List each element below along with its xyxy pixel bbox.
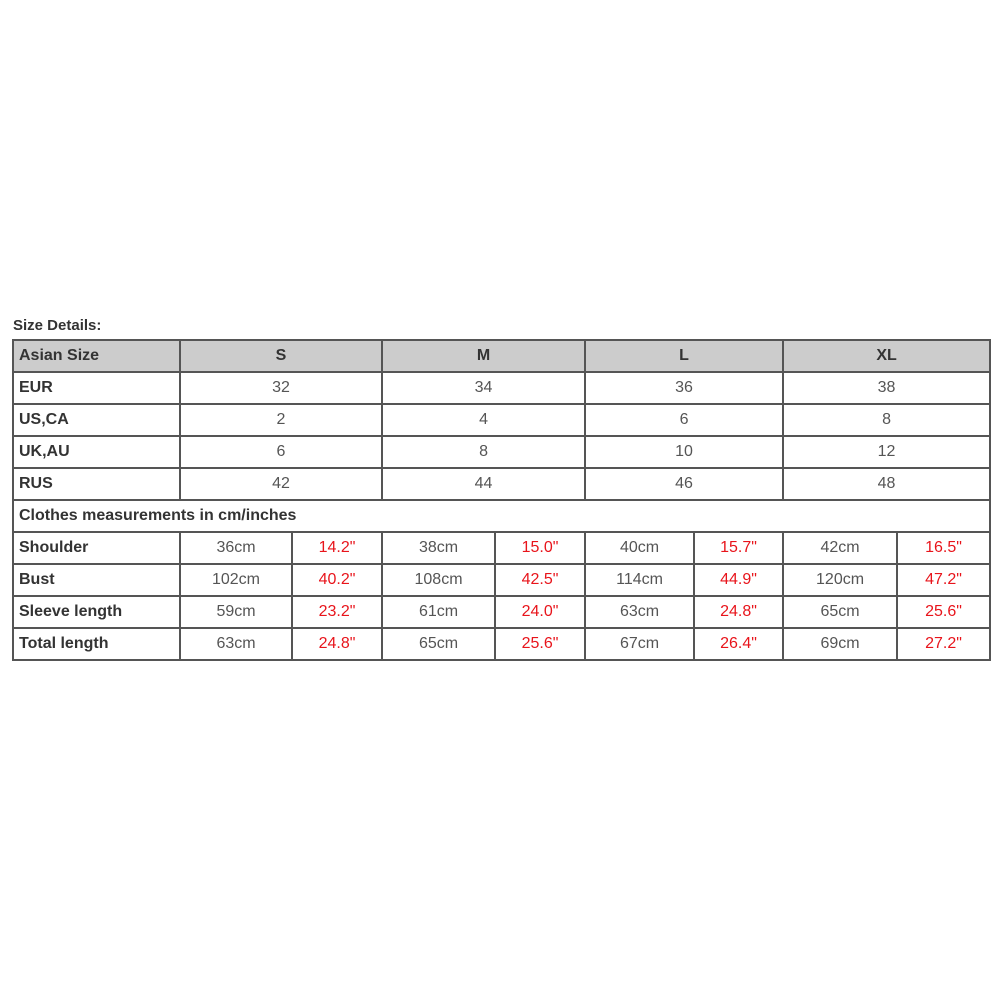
table-cell: 38 — [783, 372, 990, 404]
conversion-row-eur — [13, 372, 990, 404]
inch-cell: 44.9" — [694, 564, 783, 596]
inch-cell: 27.2" — [897, 628, 990, 660]
row-label: Sleeve length — [13, 596, 180, 628]
inch-cell: 16.5" — [897, 532, 990, 564]
inch-cell: 26.4" — [694, 628, 783, 660]
inch-cell: 15.0" — [495, 532, 585, 564]
cm-cell: 38cm — [382, 532, 495, 564]
size-l-header: L — [585, 340, 783, 372]
measurements-header-row — [13, 500, 990, 532]
row-label: Total length — [13, 628, 180, 660]
measurement-row-total-length — [13, 628, 990, 660]
inch-cell: 15.7" — [694, 532, 783, 564]
table-cell: 10 — [585, 436, 783, 468]
conversion-row-us-ca — [13, 404, 990, 436]
cm-cell: 42cm — [783, 532, 897, 564]
table-cell: 2 — [180, 404, 382, 436]
table-cell: 46 — [585, 468, 783, 500]
asian-size-label: Asian Size — [13, 340, 180, 372]
table-cell: 32 — [180, 372, 382, 404]
cm-cell: 63cm — [180, 628, 292, 660]
table-cell: 8 — [783, 404, 990, 436]
table-cell: 8 — [382, 436, 585, 468]
size-chart-table — [12, 339, 991, 661]
cm-cell: 67cm — [585, 628, 694, 660]
row-label: US,CA — [13, 404, 180, 436]
measurements-header: Clothes measurements in cm/inches — [13, 500, 990, 532]
table-cell: 44 — [382, 468, 585, 500]
table-cell: 34 — [382, 372, 585, 404]
size-details-title: Size Details: — [13, 317, 102, 334]
table-cell: 12 — [783, 436, 990, 468]
inch-cell: 24.0" — [495, 596, 585, 628]
cm-cell: 69cm — [783, 628, 897, 660]
cm-cell: 65cm — [382, 628, 495, 660]
size-m-header: M — [382, 340, 585, 372]
table-cell: 6 — [180, 436, 382, 468]
conversion-row-rus — [13, 468, 990, 500]
inch-cell: 25.6" — [897, 596, 990, 628]
inch-cell: 24.8" — [694, 596, 783, 628]
table-cell: 42 — [180, 468, 382, 500]
cm-cell: 114cm — [585, 564, 694, 596]
cm-cell: 40cm — [585, 532, 694, 564]
inch-cell: 14.2" — [292, 532, 382, 564]
cm-cell: 59cm — [180, 596, 292, 628]
conversion-row-uk-au — [13, 436, 990, 468]
row-label: Shoulder — [13, 532, 180, 564]
size-header-row — [13, 340, 990, 372]
inch-cell: 47.2" — [897, 564, 990, 596]
cm-cell: 61cm — [382, 596, 495, 628]
table-cell: 48 — [783, 468, 990, 500]
row-label: EUR — [13, 372, 180, 404]
row-label: UK,AU — [13, 436, 180, 468]
measurement-row-sleeve-length — [13, 596, 990, 628]
measurement-row-bust — [13, 564, 990, 596]
size-xl-header: XL — [783, 340, 990, 372]
table-cell: 6 — [585, 404, 783, 436]
cm-cell: 65cm — [783, 596, 897, 628]
table-cell: 36 — [585, 372, 783, 404]
cm-cell: 108cm — [382, 564, 495, 596]
inch-cell: 25.6" — [495, 628, 585, 660]
inch-cell: 23.2" — [292, 596, 382, 628]
cm-cell: 120cm — [783, 564, 897, 596]
cm-cell: 36cm — [180, 532, 292, 564]
row-label: RUS — [13, 468, 180, 500]
measurement-row-shoulder — [13, 532, 990, 564]
table-cell: 4 — [382, 404, 585, 436]
row-label: Bust — [13, 564, 180, 596]
cm-cell: 63cm — [585, 596, 694, 628]
inch-cell: 42.5" — [495, 564, 585, 596]
inch-cell: 24.8" — [292, 628, 382, 660]
inch-cell: 40.2" — [292, 564, 382, 596]
cm-cell: 102cm — [180, 564, 292, 596]
size-s-header: S — [180, 340, 382, 372]
